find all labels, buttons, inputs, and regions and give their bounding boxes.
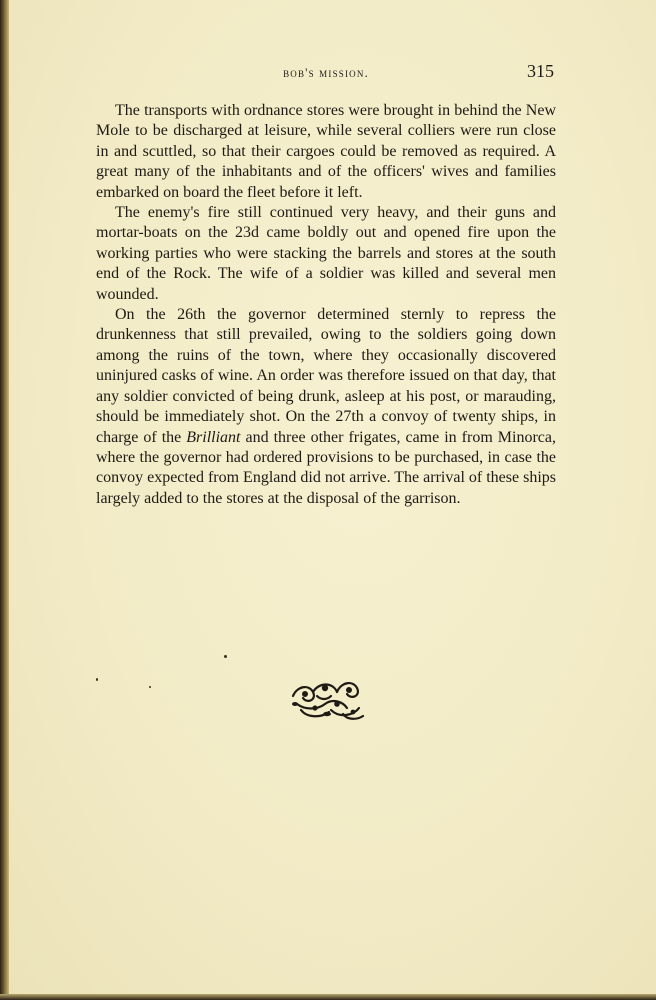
ink-speck: [224, 655, 227, 658]
floral-tailpiece-ornament-icon: [287, 674, 367, 722]
paragraph-text-before: On the 26th the governor determined sternly to repress the drunkenness that still prevailed, owing to the soldiers going down among the ruins of the town, where they occasionally discovered uninjured casks of wine. An order was therefore issued on that day, that any soldier convicted of being drunk, asleep at his post, or marauding, should be immediately shot. On the 27th a convoy of twenty ships, in charge of the: [96, 306, 556, 446]
ink-speck: [96, 678, 98, 681]
running-head: [96, 60, 556, 86]
ink-speck: [149, 686, 151, 688]
binding-edge: [0, 0, 9, 1000]
ship-name-brilliant: Brilliant: [186, 428, 241, 446]
paragraph-governor-order: [96, 305, 556, 509]
paragraph-text-after: and three other frigates, came in from Minorca, where the governor had ordered provisions to be purchased, in case the convoy expected from England did not arrive. The arrival of these ships largely added to the stores at the disposal of the garrison.: [96, 428, 557, 507]
paragraph-transports: The transports with ordnance stores were brought in behind the New Mole to be discharged at leisure, while several colliers were run close in and scuttled, so that their cargoes could be removed as required. A great many of the inhabitants and of the officers' wives and families embarked on board the fleet before it left.: [96, 102, 556, 201]
body-text: [96, 101, 556, 509]
page-number: 315: [527, 61, 554, 81]
bottom-edge: [0, 994, 656, 1000]
paragraph-enemy-fire: The enemy's fire still continued very heavy, and their guns and mortar-boats on the 23d came boldly out and opened fire upon the working parties who were stacking the barrels and stores at the south end of the Rock. The wife of a soldier was killed and several men wounded.: [96, 204, 556, 303]
running-title: bob's mission.: [283, 66, 369, 80]
